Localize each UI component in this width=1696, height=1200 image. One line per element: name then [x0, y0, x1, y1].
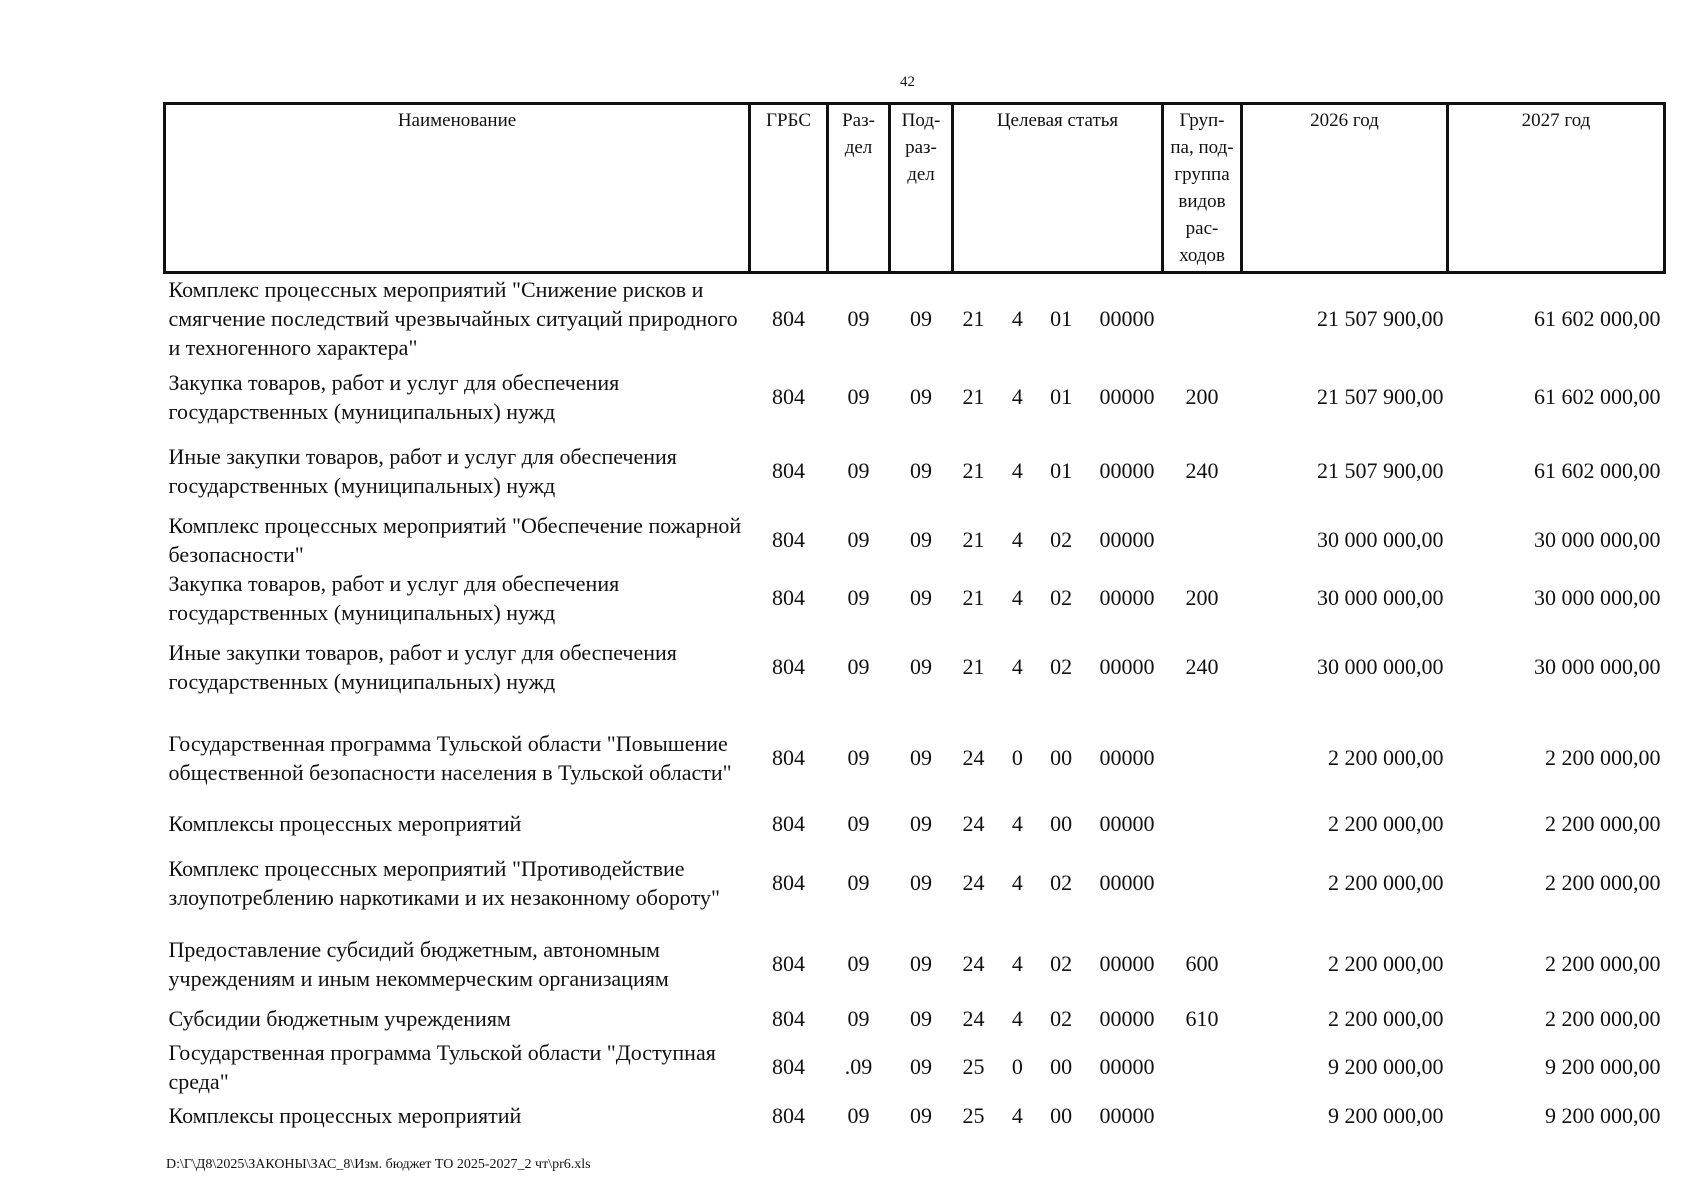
target-code-part: 01: [1050, 305, 1073, 331]
target-code-part: 00000: [1099, 745, 1155, 770]
cell-podrazdel: 09: [910, 745, 932, 770]
table-row: [165, 431, 1665, 511]
cell-group: [1163, 273, 1242, 363]
page-number: 42: [900, 74, 915, 90]
target-code-part: 24: [962, 1006, 985, 1031]
cell-name: Комплекс процессных мероприятий "Снижение рисков и смягчение последствий чрезвычайных ситуаций природного и техногенного характера": [168, 276, 738, 360]
header-podrazdel: Под- раз- дел: [890, 104, 953, 273]
cell-group: [1163, 511, 1242, 569]
cell-2027: 61 602 000,00: [1534, 305, 1661, 331]
cell-2027: 30 000 000,00: [1534, 527, 1661, 552]
cell-target: [953, 431, 1163, 511]
cell-group: [1163, 838, 1242, 928]
table-row: [165, 569, 1665, 627]
cell-name: Комплекс процессных мероприятий "Противодействие злоупотреблению наркотиками и их незаконному обороту": [168, 855, 720, 910]
cell-2026: 30 000 000,00: [1317, 585, 1444, 610]
cell-razdel: .09: [844, 1054, 873, 1079]
cell-2026: 30 000 000,00: [1317, 527, 1444, 552]
target-code-part: 4: [1011, 384, 1023, 409]
header-razdel: Раз- дел: [828, 104, 890, 273]
target-code-part: 00000: [1099, 458, 1155, 483]
target-code-part: 21: [962, 585, 985, 610]
cell-razdel: 09: [847, 810, 870, 836]
target-code-part: 24: [962, 810, 985, 836]
target-code-part: 00000: [1099, 951, 1155, 976]
target-code-part: 4: [1011, 458, 1023, 483]
cell-razdel: 09: [847, 458, 870, 483]
cell-name: Предоставление субсидий бюджетным, автономным учреждениям и иным некоммерческим организациям: [168, 936, 669, 991]
cell-2026: 2 200 000,00: [1328, 745, 1444, 770]
cell-name: Субсидии бюджетным учреждениям: [168, 1006, 511, 1031]
table-row: [165, 838, 1665, 928]
target-code-part: 01: [1050, 458, 1073, 483]
cell-razdel: 09: [847, 585, 870, 610]
cell-grbs: 804: [772, 527, 805, 552]
cell-target: [953, 809, 1163, 838]
cell-razdel: 09: [847, 745, 870, 770]
cell-2026: 2 200 000,00: [1328, 870, 1444, 895]
header-name: Наименование: [165, 104, 750, 273]
target-code-part: 21: [962, 527, 985, 552]
cell-group: [1163, 707, 1242, 809]
cell-2027: 2 200 000,00: [1545, 870, 1661, 895]
target-code-part: 02: [1050, 1006, 1073, 1031]
cell-group: 610: [1185, 1006, 1219, 1031]
target-code-part: 4: [1011, 305, 1023, 331]
cell-razdel: 09: [847, 951, 870, 976]
table-row: [165, 627, 1665, 707]
cell-razdel: 09: [847, 305, 870, 331]
cell-2026: 2 200 000,00: [1328, 951, 1444, 976]
cell-podrazdel: 09: [910, 870, 932, 895]
table-row: [165, 809, 1665, 838]
target-code-part: 4: [1011, 870, 1023, 895]
cell-razdel: 09: [847, 1006, 870, 1031]
cell-podrazdel: 09: [910, 951, 932, 976]
target-code-part: 4: [1011, 951, 1023, 976]
target-code-part: 4: [1011, 527, 1023, 552]
cell-razdel: 09: [847, 384, 870, 409]
cell-group: 240: [1185, 654, 1219, 679]
cell-target: [953, 627, 1163, 707]
cell-razdel: 09: [847, 1103, 870, 1128]
cell-group: [1163, 1096, 1242, 1136]
target-code-part: 21: [962, 654, 985, 679]
cell-name: Комплекс процессных мероприятий "Обеспечение пожарной безопасности": [168, 512, 742, 567]
table-row: [165, 707, 1665, 809]
target-code-part: 00: [1050, 1103, 1073, 1128]
target-code-part: 00000: [1099, 870, 1155, 895]
cell-2026: 9 200 000,00: [1328, 1103, 1444, 1128]
target-code-part: 02: [1050, 654, 1073, 679]
target-code-part: 4: [1011, 810, 1023, 836]
cell-name: Комплексы процессных мероприятий: [168, 1103, 522, 1128]
target-code-part: 00: [1050, 745, 1073, 770]
cell-grbs: 804: [772, 1054, 805, 1079]
header-year-2027: 2027 год: [1448, 104, 1665, 273]
target-code-part: 21: [962, 305, 985, 331]
table-row: [165, 273, 1665, 363]
cell-target: [953, 1038, 1163, 1096]
target-code-part: 00000: [1099, 1103, 1155, 1128]
cell-podrazdel: 09: [910, 585, 932, 610]
target-code-part: 00000: [1099, 1006, 1155, 1031]
cell-name: Иные закупки товаров, работ и услуг для обеспечения государственных (муниципальных) нужд: [168, 443, 677, 498]
footer-file-path: D:\Г\Д8\2025\ЗАКОНЫ\ЗАС_8\Изм. бюджет ТО 2025-2027_2 чт\pr6.xls: [166, 1157, 591, 1172]
cell-podrazdel: 09: [910, 654, 932, 679]
cell-2027: 2 200 000,00: [1545, 810, 1661, 836]
cell-podrazdel: 09: [910, 1054, 932, 1079]
cell-2026: 21 507 900,00: [1317, 458, 1444, 483]
target-code-part: 02: [1050, 951, 1073, 976]
cell-target: [953, 511, 1163, 569]
cell-group: [1163, 809, 1242, 838]
cell-razdel: 09: [847, 527, 870, 552]
cell-grbs: 804: [772, 810, 805, 836]
target-code-part: 24: [962, 745, 985, 770]
target-code-part: 0: [1011, 745, 1023, 770]
cell-target: [953, 363, 1163, 431]
cell-name: Государственная программа Тульской области "Доступная среда": [168, 1039, 716, 1094]
cell-2027: 61 602 000,00: [1534, 384, 1661, 409]
cell-target: [953, 1096, 1163, 1136]
table-row: [165, 1000, 1665, 1038]
header-group: Груп- па, под- группа видов рас- ходов: [1163, 104, 1242, 273]
target-code-part: 00000: [1099, 527, 1155, 552]
cell-grbs: 804: [772, 305, 805, 331]
table-row: [165, 1038, 1665, 1096]
cell-name: Закупка товаров, работ и услуг для обеспечения государственных (муниципальных) нужд: [168, 369, 620, 424]
cell-razdel: 09: [847, 870, 870, 895]
cell-2027: 2 200 000,00: [1545, 951, 1661, 976]
cell-target: [953, 707, 1163, 809]
cell-podrazdel: 09: [910, 305, 932, 331]
target-code-part: 00: [1050, 810, 1073, 836]
target-code-part: 02: [1050, 870, 1073, 895]
cell-group: 200: [1185, 585, 1219, 610]
target-code-part: 0: [1011, 1054, 1023, 1079]
cell-podrazdel: 09: [910, 458, 932, 483]
target-code-part: 21: [962, 458, 985, 483]
cell-name: Государственная программа Тульской области "Повышение общественной безопасности населения в Тульской области": [168, 730, 732, 785]
cell-2026: 21 507 900,00: [1317, 384, 1444, 409]
cell-name: Иные закупки товаров, работ и услуг для обеспечения государственных (муниципальных) нужд: [168, 639, 677, 694]
cell-target: [953, 1000, 1163, 1038]
cell-grbs: 804: [772, 654, 805, 679]
cell-grbs: 804: [772, 1103, 805, 1128]
target-code-part: 00000: [1099, 305, 1155, 331]
cell-2027: 9 200 000,00: [1545, 1103, 1661, 1128]
cell-2027: 30 000 000,00: [1534, 654, 1661, 679]
cell-2027: 2 200 000,00: [1545, 1006, 1661, 1031]
table-row: [165, 363, 1665, 431]
cell-target: [953, 273, 1163, 363]
cell-grbs: 804: [772, 384, 805, 409]
target-code-part: 00000: [1099, 384, 1155, 409]
cell-2027: 61 602 000,00: [1534, 458, 1661, 483]
header-year-2026: 2026 год: [1242, 104, 1448, 273]
header-row: [165, 104, 1665, 273]
cell-2027: 2 200 000,00: [1545, 745, 1661, 770]
budget-table: [163, 102, 1666, 1136]
header-target: Целевая статья: [953, 104, 1163, 273]
target-code-part: 00000: [1099, 654, 1155, 679]
cell-target: [953, 838, 1163, 928]
cell-grbs: 804: [772, 1006, 805, 1031]
cell-razdel: 09: [847, 654, 870, 679]
target-code-part: 00000: [1099, 585, 1155, 610]
target-code-part: 24: [962, 870, 985, 895]
target-code-part: 4: [1011, 1103, 1023, 1128]
cell-target: [953, 569, 1163, 627]
table-row: [165, 928, 1665, 1000]
cell-name: Комплексы процессных мероприятий: [168, 810, 522, 836]
target-code-part: 4: [1011, 654, 1023, 679]
table-row: [165, 1096, 1665, 1136]
cell-podrazdel: 09: [910, 384, 932, 409]
target-code-part: 00000: [1099, 810, 1155, 836]
cell-group: 200: [1185, 384, 1219, 409]
header-grbs: ГРБС: [750, 104, 828, 273]
cell-target: [953, 928, 1163, 1000]
target-code-part: 02: [1050, 585, 1073, 610]
target-code-part: 24: [962, 951, 985, 976]
cell-name: Закупка товаров, работ и услуг для обеспечения государственных (муниципальных) нужд: [168, 570, 620, 625]
target-code-part: 25: [962, 1103, 985, 1128]
target-code-part: 4: [1011, 585, 1023, 610]
target-code-part: 21: [962, 384, 985, 409]
cell-2026: 30 000 000,00: [1317, 654, 1444, 679]
cell-2027: 9 200 000,00: [1545, 1054, 1661, 1079]
cell-podrazdel: 09: [910, 1006, 932, 1031]
cell-group: 600: [1185, 951, 1219, 976]
cell-2027: 30 000 000,00: [1534, 585, 1661, 610]
target-code-part: 25: [962, 1054, 985, 1079]
table-row: [165, 511, 1665, 569]
cell-group: 240: [1185, 458, 1219, 483]
target-code-part: 02: [1050, 527, 1073, 552]
cell-podrazdel: 09: [910, 1103, 932, 1128]
cell-2026: 9 200 000,00: [1328, 1054, 1444, 1079]
target-code-part: 4: [1011, 1006, 1023, 1031]
cell-2026: 2 200 000,00: [1328, 1006, 1444, 1031]
cell-podrazdel: 09: [910, 527, 932, 552]
table-body: [165, 273, 1665, 1136]
cell-grbs: 804: [772, 870, 805, 895]
cell-podrazdel: 09: [910, 810, 932, 836]
cell-grbs: 804: [772, 585, 805, 610]
cell-grbs: 804: [772, 458, 805, 483]
target-code-part: 01: [1050, 384, 1073, 409]
cell-grbs: 804: [772, 951, 805, 976]
cell-2026: 2 200 000,00: [1328, 810, 1444, 836]
target-code-part: 00: [1050, 1054, 1073, 1079]
cell-group: [1163, 1038, 1242, 1096]
cell-2026: 21 507 900,00: [1317, 305, 1444, 331]
cell-grbs: 804: [772, 745, 805, 770]
target-code-part: 00000: [1099, 1054, 1155, 1079]
